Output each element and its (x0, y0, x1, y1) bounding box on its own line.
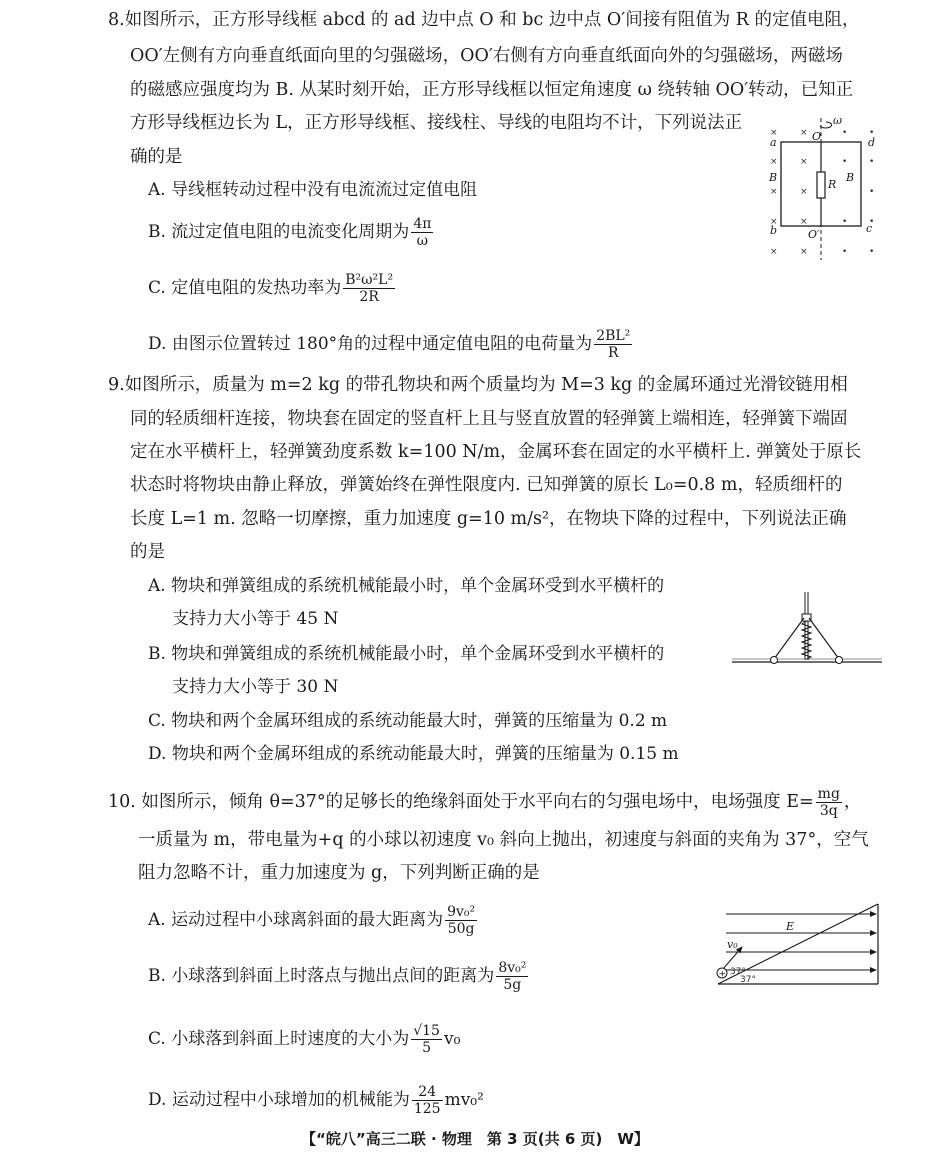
q9-option-b-line-2: 支持力大小等于 30 N (172, 677, 339, 697)
svg-text:•: • (869, 187, 875, 197)
block (802, 614, 811, 621)
fraction-denominator: 50g (447, 921, 475, 937)
q10-option-b-text: B. 小球落到斜面上时落点与抛出点间的距离为 (148, 966, 495, 986)
q10-option-c-end: v₀ (443, 1029, 461, 1049)
q10-line-1-end: ， (843, 792, 862, 812)
fraction-numerator: 9v₀² (447, 904, 476, 920)
svg-text:×: × (800, 247, 808, 257)
q9-line-1: 9.如图所示，质量为 m=2 kg 的带孔物块和两个质量均为 M=3 kg 的金属环通过光滑铰链用相 (108, 375, 848, 395)
q8-option-b-text: B. 流过定值电阻的电流变化周期为 (148, 222, 410, 242)
rotation-arrow-icon (820, 122, 832, 128)
point-o-label: O (812, 130, 822, 143)
q8-option-b-fraction (411, 216, 433, 249)
fraction-denominator: 125 (413, 1101, 441, 1117)
q9-line-3: 定在水平横杆上，轻弹簧劲度系数 k=100 N/m，金属环套在固定的水平横杆上. 弹簧处于原长 (130, 442, 862, 462)
q10-option-d-text: D. 运动过程中小球增加的机械能为 (148, 1090, 410, 1110)
q10-option-c-fraction (411, 1023, 442, 1056)
q9-line-4: 状态时将物块由静止释放，弹簧始终在弹性限度内. 已知弹簧的原长 L₀=0.8 m，轻质细杆的 (130, 475, 843, 495)
fraction-numerator: 8v₀² (498, 960, 527, 976)
q9-option-a-line-2: 支持力大小等于 45 N (172, 609, 339, 629)
fraction-numerator: B²ω²L² (345, 272, 394, 288)
svg-text:×: × (800, 187, 808, 197)
fraction-numerator: 2BL² (596, 328, 631, 344)
resistor-r-label: R (828, 178, 837, 191)
field-b-left-label: B (769, 171, 778, 184)
q8-line-1: 8.如图所示，正方形导线框 abcd 的 ad 边中点 O 和 bc 边中点 O′间接有阻值为 R 的定值电阻， (108, 10, 860, 30)
fraction-denominator: ω (416, 233, 429, 249)
q9-option-d: D. 物块和两个金属环组成的系统动能最大时，弹簧的压缩量为 0.15 m (148, 744, 679, 764)
q9-spring-rod-figure (732, 588, 882, 668)
metal-ring-right (836, 657, 843, 664)
q10-option-b-fraction (496, 960, 528, 993)
q10-option-c (148, 1023, 460, 1056)
fraction-numerator: √15 (413, 1023, 440, 1039)
svg-text:×: × (770, 217, 778, 227)
q8-option-c-text: C. 定值电阻的发热功率为 (148, 278, 342, 298)
q8-option-c-fraction (343, 272, 395, 305)
q10-line-3: 阻力忽略不计，重力加速度为 g，下列判断正确的是 (138, 863, 540, 883)
field-e-label: E (786, 920, 795, 933)
fraction-numerator: mg (817, 786, 840, 802)
q10-line-1-text: 10. 如图所示，倾角 θ=37°的足够长的绝缘斜面处于水平向右的匀强电场中，电场强度 E= (108, 792, 814, 812)
positive-charge-icon: + (718, 969, 727, 980)
svg-text:•: • (842, 157, 848, 167)
svg-text:×: × (800, 217, 808, 227)
corner-c-label: c (866, 222, 873, 235)
svg-text:•: • (842, 217, 848, 227)
q8-option-a: A. 导线框转动过程中没有电流流过定值电阻 (148, 180, 478, 200)
q8-option-d-fraction (594, 328, 632, 361)
metal-ring-left (771, 657, 778, 664)
svg-text:•: • (869, 217, 875, 227)
svg-text:×: × (800, 157, 808, 167)
svg-text:×: × (800, 128, 808, 138)
q9-line-2: 同的轻质细杆连接，物块套在固定的竖直杆上且与竖直放置的轻弹簧上端相连，轻弹簧下端固 (130, 409, 848, 429)
angle-label-upper: 37° (730, 967, 746, 977)
q8-option-d (148, 328, 634, 361)
fraction-numerator: 24 (412, 1084, 443, 1101)
svg-text:•: • (842, 128, 848, 138)
q9-option-c: C. 物块和两个金属环组成的系统动能最大时，弹簧的压缩量为 0.2 m (148, 711, 668, 731)
page-footer: 【“皖八”高三二联 · 物理 第 3 页(共 6 页) W】 (301, 1130, 649, 1148)
svg-text:•: • (869, 157, 875, 167)
q8-coil-figure (764, 112, 884, 260)
q10-option-d (148, 1084, 484, 1117)
fraction-numerator: 4π (413, 216, 432, 232)
corner-b-label: b (770, 224, 778, 237)
point-o-prime-label: O′ (808, 228, 820, 241)
q10-option-c-text: C. 小球落到斜面上时速度的大小为 (148, 1029, 410, 1049)
corner-d-label: d (868, 136, 876, 149)
light-rod-left (774, 618, 804, 659)
q10-option-a-text: A. 运动过程中小球离斜面的最大距离为 (148, 910, 444, 930)
q8-line-2: OO′左侧有方向垂直纸面向里的匀强磁场，OO′右侧有方向垂直纸面向外的匀强磁场，两磁场 (130, 46, 843, 66)
fraction-denominator: 3q (819, 803, 838, 819)
q8-option-d-text: D. 由图示位置转过 180°角的过程中通定值电阻的电荷量为 (148, 334, 593, 354)
svg-text:×: × (770, 247, 778, 257)
svg-text:×: × (770, 187, 778, 197)
q8-line-5: 确的是 (130, 147, 183, 167)
fraction-denominator: 5g (503, 977, 522, 993)
spring (802, 621, 811, 659)
q10-option-d-end: mv₀² (444, 1090, 484, 1110)
svg-text:×: × (770, 157, 778, 167)
q9-option-a-line-1: A. 物块和弹簧组成的系统机械能最小时，单个金属环受到水平横杆的 (148, 576, 665, 596)
corner-a-label: a (770, 136, 777, 149)
q9-line-5: 长度 L=1 m. 忽略一切摩擦，重力加速度 g=10 m/s²，在物块下降的过程中，下列说法正确 (130, 509, 847, 529)
q10-option-d-fraction (412, 1084, 443, 1117)
svg-text:•: • (869, 247, 875, 257)
field-b-right-label: B (846, 171, 855, 184)
q9-line-6: 的是 (130, 542, 165, 562)
light-rod-right (809, 618, 839, 659)
q8-option-c (148, 272, 397, 305)
velocity-v0-label: v₀ (727, 938, 738, 951)
q10-line-1 (108, 786, 861, 819)
q10-option-a-fraction (445, 904, 477, 937)
q10-option-a (148, 904, 479, 937)
q9-option-b-line-1: B. 物块和弹簧组成的系统机械能最小时，单个金属环受到水平横杆的 (148, 644, 665, 664)
angle-label-lower: 37° (740, 975, 756, 985)
q10-line-2: 一质量为 m，带电量为+q 的小球以初速度 v₀ 斜向上抛出，初速度与斜面的夹角为 37°，空气 (138, 830, 869, 850)
q10-incline-figure (712, 900, 884, 990)
q10-field-fraction (816, 786, 842, 819)
q10-option-b (148, 960, 530, 993)
fraction-denominator: R (607, 345, 619, 361)
svg-text:×: × (770, 128, 778, 138)
svg-text:•: • (842, 247, 848, 257)
omega-label: ω (833, 114, 842, 127)
q8-line-4: 方形导线框边长为 L，正方形导线框、接线柱、导线的电阻均不计，下列说法正 (130, 113, 743, 133)
svg-text:•: • (869, 128, 875, 138)
resistor (817, 172, 825, 198)
q8-line-3: 的磁感应强度均为 B. 从某时刻开始，正方形导线框以恒定角速度 ω 绕转轴 OO′转动，已知正 (130, 80, 854, 100)
fraction-denominator: 5 (422, 1040, 432, 1056)
fraction-denominator: 2R (359, 289, 379, 305)
q8-option-b (148, 216, 435, 249)
